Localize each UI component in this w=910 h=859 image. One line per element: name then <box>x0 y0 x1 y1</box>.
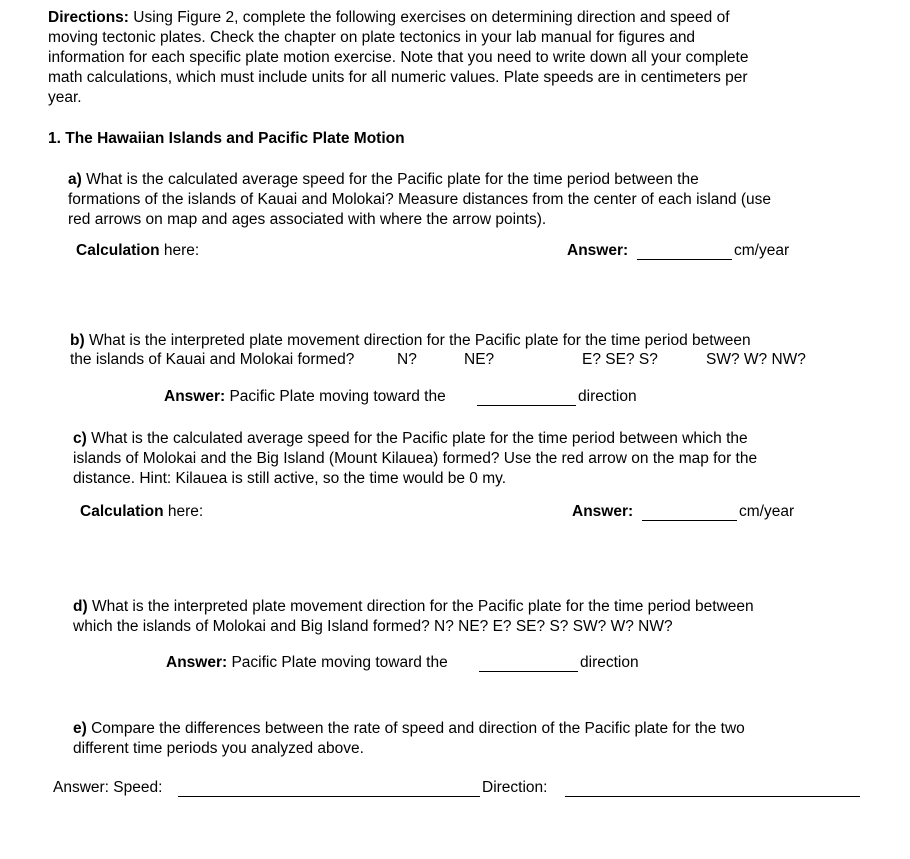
question-b-line-2: the islands of Kauai and Molokai formed? <box>70 351 355 368</box>
option-ne: NE? <box>464 351 495 368</box>
calculation-a-suffix: here: <box>163 242 200 259</box>
question-e <box>73 719 873 759</box>
directions-line-1: Using Figure 2, complete the following exercises on determining direction and speed of <box>133 9 730 26</box>
calculation-a-label: Calculation <box>76 242 160 259</box>
question-d-line-1: What is the interpreted plate movement direction for the Pacific plate for the time period between <box>91 598 754 615</box>
answer-a-blank[interactable] <box>637 259 732 260</box>
answer-e-speed-label: Answer: Speed: <box>53 779 163 796</box>
answer-b <box>164 388 446 406</box>
question-a-label: a) <box>68 171 82 188</box>
calculation-c <box>80 503 203 521</box>
option-e-se-s: E? SE? S? <box>582 351 658 368</box>
answer-a-label: Answer: <box>567 242 629 259</box>
section-title: 1. The Hawaiian Islands and Pacific Plate Motion <box>48 130 405 147</box>
question-a <box>68 170 868 230</box>
answer-a-unit: cm/year <box>734 242 790 259</box>
question-c-line-1: What is the calculated average speed for the Pacific plate for the time period between which the <box>91 430 748 447</box>
answer-c-unit: cm/year <box>739 503 795 520</box>
calculation-c-suffix: here: <box>167 503 204 520</box>
answer-c-label: Answer: <box>572 503 634 520</box>
question-d-line-2: which the islands of Molokai and Big Island formed? N? NE? E? SE? S? SW? W? NW? <box>73 618 673 635</box>
question-a-line-3: red arrows on map and ages associated with where the arrow points). <box>68 211 547 228</box>
answer-e-speed-blank[interactable] <box>178 796 480 797</box>
question-e-line-2: different time periods you analyzed above. <box>73 740 364 757</box>
directions-line-3: information for each specific plate motion exercise. Note that you need to write down all your complete <box>48 49 749 66</box>
option-sw-w-nw: SW? W? NW? <box>706 351 806 368</box>
calculation-a <box>76 242 199 260</box>
answer-b-label: Answer: <box>164 388 226 405</box>
question-a-line-2: formations of the islands of Kauai and Molokai? Measure distances from the center of each island (use <box>68 191 772 208</box>
question-d-label: d) <box>73 598 88 615</box>
directions-label: Directions: <box>48 9 129 26</box>
directions-line-4: math calculations, which must include units for all numeric values. Plate speeds are in centimeters per <box>48 69 748 86</box>
calculation-c-label: Calculation <box>80 503 164 520</box>
question-c-line-2: islands of Molokai and the Big Island (Mount Kilauea) formed? Use the red arrow on the map for the <box>73 450 758 467</box>
question-d <box>73 597 873 637</box>
answer-c-blank[interactable] <box>642 520 737 521</box>
answer-d-label: Answer: <box>166 654 228 671</box>
answer-e-direction-blank[interactable] <box>565 796 860 797</box>
question-e-line-1: Compare the differences between the rate of speed and direction of the Pacific plate for the two <box>91 720 745 737</box>
question-b-label: b) <box>70 332 85 349</box>
directions-line-5: year. <box>48 89 82 106</box>
answer-d <box>166 654 448 672</box>
question-c <box>73 429 873 489</box>
answer-d-suffix: direction <box>580 654 639 671</box>
question-c-label: c) <box>73 430 87 447</box>
answer-e-direction-label: Direction: <box>482 779 548 796</box>
answer-b-suffix: direction <box>578 388 637 405</box>
question-b-line-1: What is the interpreted plate movement direction for the Pacific plate for the time period between <box>88 332 751 349</box>
question-c-line-3: distance. Hint: Kilauea is still active, so the time would be 0 my. <box>73 470 507 487</box>
directions-paragraph <box>48 8 868 108</box>
option-n: N? <box>397 351 417 368</box>
answer-b-blank[interactable] <box>477 405 576 406</box>
directions-line-2: moving tectonic plates. Check the chapter on plate tectonics in your lab manual for figures and <box>48 29 696 46</box>
answer-d-blank[interactable] <box>479 671 578 672</box>
question-b <box>70 331 870 351</box>
question-e-label: e) <box>73 720 87 737</box>
answer-b-text: Pacific Plate moving toward the <box>229 388 446 405</box>
question-a-line-1: What is the calculated average speed for the Pacific plate for the time period between the <box>86 171 699 188</box>
answer-d-text: Pacific Plate moving toward the <box>231 654 448 671</box>
